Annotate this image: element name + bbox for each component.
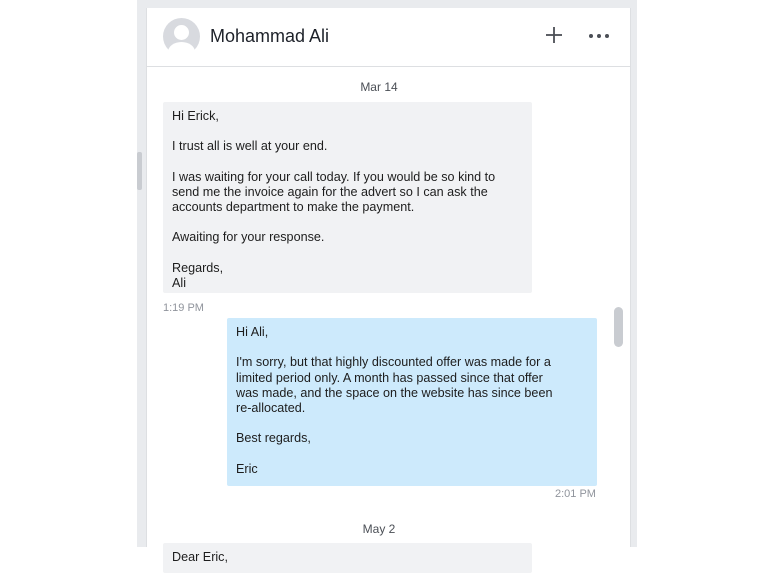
message-line: Awaiting for your response. [172,230,325,245]
message-line: Regards, [172,260,224,275]
scrollbar-thumb[interactable] [614,307,623,347]
conversation-panel [146,8,631,564]
message-line: I'm sorry, but that highly discounted offer was made for a [236,355,551,370]
message-line: I was waiting for your call today. If you would be so kind to [172,169,496,184]
message-line: I trust all is well at your end. [172,139,328,154]
conversation-header [147,8,630,67]
avatar-body-shape [168,42,195,62]
incoming-message[interactable] [163,102,532,293]
message-line: Dear Eric, [172,550,228,564]
date-separator: May 2 [362,522,396,536]
more-options-button[interactable] [587,24,611,46]
incoming-message[interactable] [163,543,532,573]
avatar[interactable] [163,18,200,55]
plus-icon [543,24,565,46]
avatar-head-shape [174,25,189,40]
outgoing-message[interactable] [227,318,597,486]
add-button[interactable] [543,24,565,46]
message-line: accounts department to make the payment. [172,200,415,215]
message-list[interactable] [147,67,630,564]
date-separator: Mar 14 [360,80,398,94]
ellipsis-icon [587,24,611,46]
message-line: re-allocated. [236,401,306,416]
message-line: Eric [236,461,258,476]
message-line: Hi Erick, [172,109,219,123]
message-timestamp: 1:19 PM [163,302,204,314]
contact-name[interactable]: Mohammad Ali [210,26,330,46]
message-line: was made, and the space on the website has since been [236,385,553,400]
message-line: Ali [172,276,186,291]
message-timestamp: 2:01 PM [555,488,596,500]
message-line: send me the invoice again for the advert so I can ask the [172,184,488,199]
side-tab-handle[interactable] [137,152,142,190]
message-line: Hi Ali, [236,325,269,339]
message-line: Best regards, [236,431,311,446]
message-line: limited period only. A month has passed since that offer [236,370,543,385]
